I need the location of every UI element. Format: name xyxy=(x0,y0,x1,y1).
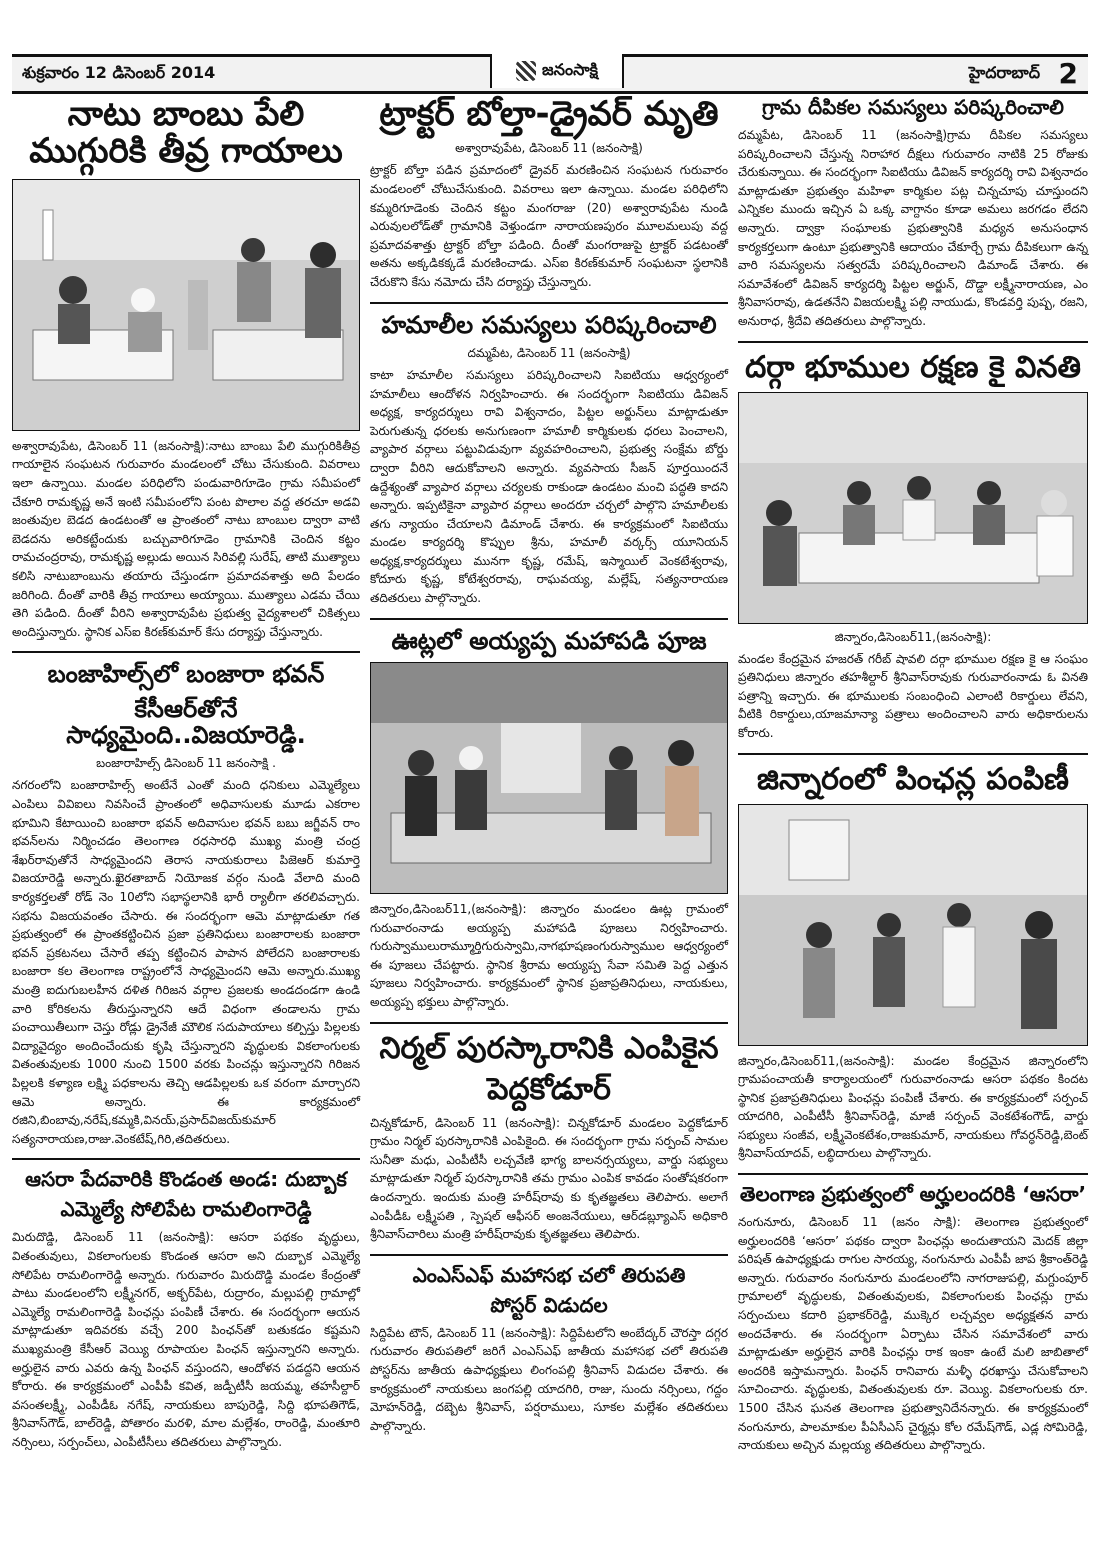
headline: ట్రాక్టర్ బోల్తా-డ్రైవర్ మృతి xyxy=(379,94,719,134)
meeting-photo xyxy=(738,392,1088,624)
headline: ఊట్లలో అయ్యప్ప మహాపడి పూజ xyxy=(391,626,707,655)
article-body: చిన్నకోడూర్, డిసెంబర్ 11 (జనంసాక్షి): చిన్నకోడూర్ మండలం పెద్దకోడూర్ గ్రామం నిర్మల్ పురస్కారానికి ఎంపికైంది. ఈ సందర్భంగా గ్రామ సర్పంచ్ సామల సునీతా మధు, ఎంపీటీసీ లచ్చవేణి భాగ్య బాలనర్సయ్యలు, వార్డు సభ్యులు మాట్లాడుతూ నిర్మల్ పురస్కారానికి తమ గ్రామం ఎంపిక కావడం సంతోషకరంగా ఉందన్నారు. ఇందుకు మంత్రి హరీష్‌రావు కు కృతజ్ఞతలు తెలిపారు. అలాగే ఎంపీడీఓ లక్ష్మీపతి , స్పెషల్ ఆఫీసర్ అంజనేయులు, ఆర్‌డబ్ల్యూఎస్ అధికారి శ్రీనివాస్‌చారిలు మంత్రి హరీష్‌రావుకు కృతజ్ఞతలు తెలిపారు. xyxy=(370,1115,728,1242)
divider xyxy=(738,753,1088,755)
dateline: బంజారాహిల్స్ డిసెంబర్ 11 జనంసాక్షి . xyxy=(96,756,276,771)
issue-date: శుక్రవారం 12 డిసెంబర్ 2014 xyxy=(22,63,216,82)
headline: గ్రామ దీపికల సమస్యలు పరిష్కరించాలి xyxy=(762,95,1064,119)
pooja-scene-image xyxy=(371,663,728,893)
meeting-scene-image xyxy=(739,393,1088,623)
headline: హమాలీల సమస్యలు పరిష్కరించాలి xyxy=(381,310,717,339)
pooja-photo xyxy=(370,662,728,894)
article-body: సిద్దిపేట టౌన్, డిసెంబర్ 11 (జనంసాక్షి): సిద్దిపేటలోని అంబేద్కర్ చౌరస్తా దగ్గర గురువారం తిరుపతిలో జరిగే ఎంఎస్ఎఫ్ జాతీయ మహాసభ చలో తిరుపతి పోస్టర్‌ను జాతీయ ఉపాధ్యక్షులు లింగంపల్లి శ్రీనివాస్ విడుదల చేశారు. ఈ కార్యక్రమంలో నాయకులు జంగపల్లి యాదగిరి, రాజు, సుందు నర్సింలు, గద్దం మోహన్‌రెడ్డి, దబ్బెట శ్రీనివాస్, పర్షరాములు, సూకల మల్లేశం తదితరులు పాల్గొన్నారు. xyxy=(370,1325,728,1433)
logo-text: జనంసాక్షి xyxy=(542,59,598,79)
dateline: దమ్మపేట, డిసెంబర్ 11 (జనంసాక్షి) xyxy=(467,345,631,360)
divider xyxy=(370,302,728,304)
article-body: నగరంలోని బంజారాహిల్స్ అంటేనే ఎంతో మంది ధనికులు ఎమ్మెల్యేలు ఎంపిలు వివిఐలు నివసించే ప్రాంతంలో అధివాసులకు మూడు ఎకరాల భూమిని కేటాయించి బంజారా భవన్ అదివాసుల భవన్ బబు జగ్జీవన్ రాం భవన్‌లను నిర్మించడం తెలంగాణ రధసారధి ముఖ్య మంత్రి చంద్ర శేఖర్‌రావుతోనే సాధ్యమైందని తెరాస నాయకురాలు పిజెఆర్ కుమార్తె విజయారెడ్డి అన్నారు.ఖైరతాబాద్ నియోజక వర్గం నుండి వేలాది మంది కార్యకర్తలతో రోడ్ నెం 10లోని సభాస్థలానికి భారీ ర్యాలీగా తరలివచ్చారు. సభను విజయవంతం చేసారు. ఈ సందర్భంగా ఆమె మాట్లాడుతూ గత ప్రభుత్వంలో ఈ ప్రాంతకట్టించిన ప్రజా ప్రతినిధులు బంజారాలకు బంజారా భవన్ ప్రకటనలు చేసారే తప్ప కట్టించిన పాపాన పోలేదని బంజారాలకు బంజారా కల తెలంగాణ రాష్ట్రంలోనే సాధ్యమైందని ఆమె అన్నారు.ముఖ్య మంత్రి ఐదుగుబలహీన దళిత గిరిజన వర్గాల ప్రజలకు అండదండగా ఉండి వారి కోరికలను తీరుస్తున్నారని ఆదే విధంగా తండాలను గ్రామ పంచాయితీలుగా చెస్తు రోడ్లు డ్రైనేజీ మౌలిక సదుపాయాలు కల్పిస్తు పిల్లలకు విద్యావైద్యం అందించేందుకు కృషి చేస్తున్నారని వృద్ధులకు వికలాంగులకు వితంతువులకు 1000 నుంచి 1500 వరకు పించన్లు ఇస్తున్నారని గిరిజన పిల్లలకి కళ్యాణ లక్ష్మి పధకాలను తెచ్చి ఆడపిల్లలకు ఒక వరంగా మార్చారని ఆమె అన్నారు. ఈ కార్యక్రమంలో రజిని,బింబావు,నరేష్,కమ్మకి,వినయ్,ప్రసాద్‌విజయ్‌కుమార్ సత్యనారాయణ,రాజు.వెంకటేష్,గిరి,తదితరులు. xyxy=(12,778,360,1146)
headline: నిర్మల్ పురస్కారానికి ఎంపికైన xyxy=(379,1030,719,1066)
article-body: జిన్నారం,డిసెంబర్11,(జనంసాక్షి): జిన్నారం మండలం ఊట్ల గ్రామంలో గురువారంనాడు అయ్యప్ప మహాపడి పూజలు నిర్వహించారు. గురుస్వాములురామ్మూర్తిగురుస్వామి,నాగభూషణంగురుస్వాముల ఆధ్వర్యంలో ఈ పూజలు చేపట్టారు. స్థానిక శ్రీరామ అయ్యప్ప సేవా సమితి పెద్ద ఎత్తున పూజలు నిర్వహించారు. కార్యక్రమంలో స్థానిక ప్రజాప్రతినిధులు, నాయకులు, అయ్యప్ప భక్తులు పాల్గొన్నారు. xyxy=(370,902,728,1010)
column-3 xyxy=(738,96,1088,1465)
divider xyxy=(738,1173,1088,1175)
column-2 xyxy=(370,96,728,1445)
divider xyxy=(370,618,728,620)
divider xyxy=(370,1022,728,1024)
dateline: జిన్నారం,డిసెంబర్11,(జనంసాక్షి): xyxy=(834,629,992,644)
headline: జిన్నారంలో పింఛన్ల పంపిణీ xyxy=(757,761,1069,797)
pension-distribution-photo xyxy=(738,804,1088,1046)
page-number: 2 xyxy=(1058,57,1078,90)
divider xyxy=(370,1254,728,1256)
headline-line-2: కేసీఆర్‌తోనే సాధ్యమైంది..విజయారెడ్డి. xyxy=(66,694,306,750)
divider xyxy=(12,651,360,653)
pension-scene-image xyxy=(739,805,1088,1045)
article-body: ట్రాక్టర్ బోల్తా పడిన ప్రమాదంలో డ్రైవర్ మరణించిన సంఘటన గురువారం మండలంలో చోటుచేసుకుంది. వివరాలు ఇలా ఉన్నాయి. మండల పరిధిలోని కమ్మరిగూడెంకు చెందిన కట్టం మంగరాజు (20) అశ్వారావుపేట నుండి ఎరువులలోడ్‌తో గ్రామానికి వెళ్తుండగా నారాయణపురం మూలమలుపు వద్ద ప్రమాదవశాత్తు ట్రాక్టర్ బోల్తా పడింది. దీంతో మంగరాజుపై ట్రాక్టర్ పడటంతో అతను అక్కడికక్కడే మరణించాడు. ఎస్ఐ కిరణ్‌కుమార్ సంఘటనా స్థలానికి చేరుకొని కేసు నమోదు చేసి దర్యాప్తు చేస్తున్నారు. xyxy=(370,163,728,289)
headline: ఆసరా పేదవారికి కొండంత అండ: దుబ్బాక xyxy=(25,1167,347,1192)
dateline: అశ్వారావుపేట, డిసెంబర్ 11 (జనంసాక్షి) xyxy=(455,141,643,156)
divider xyxy=(12,1158,360,1160)
article-body: కాటా హమాలీల సమస్యలు పరిష్కరించాలని సిఐటియు ఆధ్వర్యంలో హమాలీలు ఆందోళన నిర్వహించారు. ఈ సందర్భంగా సిఐటియు డివిజన్ అధ్యక్ష, కార్యదర్శులు రావి విశ్వనాదం, పిట్టల అర్జున్‌లు మాట్లాడుతూ పెరుగుతున్న ధరలకు అనుగుణంగా హమాలీ కార్మికులకు ధరలు పెంచాలని, వ్యాపార వర్గాలు పట్టువిడువుగా వ్యవహరించాలని, ప్రభుత్వ సంక్షేమ బోర్డు ద్వారా వీరిని ఆదుకోవాలని అన్నారు. వ్యవసాయ సీజన్ పూర్తయిందనే ఉద్దేశ్యంతో వ్యాపార వర్గాలు చర్యలకు రాకుండా ఉండటం మంచి పద్ధతి కాదని అన్నారు. ఇప్పటికైనా వ్యాపార వర్గాలు అందరూ చర్చలో పాల్గొని హమాలీలకు తగు న్యాయం చేయాలని డిమాండ్ చేశారు. ఈ కార్యక్రమంలో సిఐటియు మండల కార్యదర్శి కొప్పుల శ్రీను, హమాలీ వర్కర్స్ యూనియన్ అధ్యక్ష,కార్యదర్శులు మునగా కృష్ణ, రమేష్, ఇస్మాయిల్ వెంకటేశ్వరావు, కోదూరు కృష్ణ, కోటేశ్వరరావు, రాఘవయ్య, మల్లేష్, సత్యనారాయణ తదితరులు పాల్గొన్నారు. xyxy=(370,367,728,606)
divider xyxy=(738,341,1088,343)
article-body: దమ్మపేట, డిసెంబర్ 11 (జనంసాక్షి)గ్రామ దీపికల సమస్యలు పరిష్కరించాలని చేస్తున్న నిరాహార దీక్షలు గురువారం నాటికి 25 రోజుకు చేరుకున్నాయి. ఈ సందర్భంగా సిఐటియు డివిజన్ కార్యదర్శి రావి విశ్వనాదం మాట్లాడుతూ ప్రభుత్వం మహిళా కార్మికుల పట్ల చిన్నచూపు చూస్తుందని ఎన్నికల ముందు ఇచ్చిన ఏ ఒక్క వాగ్దానం కూడా అమలు జరగడం లేదని అన్నారు. ద్వాక్రా సంఘాలకు ప్రభుత్వానికి మధ్యన అనుసంధాన కార్యకర్తలుగా ఉంటూ ప్రభుత్వానికి ఆదాయం చేకూర్చే గ్రామ దీపికలుగా ఉన్న వారి సమస్యలను సత్వరమే పరిష్కరించాలని డిమాండ్ చేశారు. ఈ సమావేశంలో డివిజన్ కార్యదర్శి పిట్టల అర్జున్, దొడ్డా లక్ష్మీనారాయణ, ఎం శ్రీనివాసరావు, ఉడతనేని విజయలక్ష్మి పల్లి నాయుడు, కొండవర్తి పుష్ప, రజని, అనురాధ, శ్రీదేవి తదితరులు పాల్గొన్నారు. xyxy=(738,128,1088,328)
article-body: మండల కేంద్రమైన హజరత్ గరీబ్ షావలి దర్గా భూముల రక్షణ కై ఆ సంఘం ప్రతినిధులు జిన్నారం తహశీల్దార్ శ్రీనివాస్‌రావుకు గురువారంనాడు ఓ వినతి పత్రాన్ని ఇచ్చారు. ఈ భూములకు సంబంధించి ఎలాంటి రికార్డులు లేవని, వీటికి రికార్డులు,యాజమాన్యా పత్రాలు అందించాలని వారు అధికారులను కోరారు. xyxy=(738,651,1088,740)
hospital-scene-image xyxy=(13,180,360,430)
headline: ఎంఎస్ఎఫ్ మహాసభ చలో తిరుపతి xyxy=(412,1262,686,1287)
newspaper-logo xyxy=(490,54,624,88)
edition-city: హైదరాబాద్ xyxy=(968,63,1040,82)
hospital-photo xyxy=(12,179,360,431)
column-1 xyxy=(12,96,360,1461)
article-body: అశ్వారావుపేట, డిసెంబర్ 11 (జనంసాక్షి):నాటు బాంబు పేలి ముగ్గురికితీవ్ర గాయాలైన సంఘటన గురువారం మండలంలో చోటు చేసుకుంది. వివరాలు ఇలా ఉన్నాయి. మండల పరిధిలోని పండువారిగూడెం గ్రామ సమీపంలో చేకూరి రామకృష్ణ అనే ఇంటి సమీపంలోని పంట పొలాల వద్ద తరచూ అడవి జంతువుల బెడద ఉండటంతో ఆ ప్రాంతంలో నాటు బాంబుల ద్వారా వాటి బెడదను అరికట్టేందుకు బచ్చువారిగూడెం గ్రామానికి చెందిన కట్టం రామచంద్రరావు, రామకృష్ణ అల్లుడు అయిన సిరివల్లి సురేష్, తాటి ముత్యాలు కలిసి నాటుబాంబును తయారు చేస్తుండగా ప్రమాదవశాత్తు అది పేలడం జరిగింది. దీంతో వారికి తీవ్ర గాయాలు అయ్యాయి. ముత్యాలు ఎడమ చేయి తెగి పడింది. దీంతో వీరిని అశ్వారావుపేట ప్రభుత్వ వైద్యశాలలో చికిత్సలు అందిస్తున్నారు. స్థానిక ఎస్ఐ కిరణ్‌కుమార్ కేసు దర్యాప్తు చేస్తున్నారు. xyxy=(12,438,360,639)
headline: నాటు బాంబు పేలి ముగ్గురికి తీవ్ర గాయాలు xyxy=(29,94,343,172)
article-body: మిరుదొడ్డి, డిసెంబర్ 11 (జనంసాక్షి): ఆసరా పథకం వృద్ధులు, వితంతువులు, వికలాంగులకు కొండంత ఆసరా అని దుబ్బాక ఎమ్మెల్యే సోలిపేట రామలింగారెడ్డి అన్నారు. గురువారం మిరుదొడ్డి మండల కేంద్రంతో పాటు మండలంలోని లక్ష్మీనగర్, అక్బర్‌పేట, రుద్రారం, మల్లుపల్లి గ్రామాల్లో ఎమ్మెల్యే రామలింగారెడ్డి పింఛన్లు పంపిణీ చేశారు. ఈ సందర్భంగా ఆయన మాట్లాడుతూ ఇదివరకు వచ్చే 200 పింఛన్‌తో బతుకడం కష్టమని ముఖ్యమంత్రి కేసీఆర్ వెయ్యి రూపాయల పింఛన్ ఇస్తున్నారని అన్నారు. అర్హులైన వారు ఎవరు ఉన్న పింఛన్ వస్తుందని, ఆందోళన పడద్దని ఆయన కోరారు. ఈ కార్యక్రమంలో ఎంపీపీ కవిత, జడ్పీటీసీ జయమ్మ, తహసీల్దార్ వసంతలక్ష్మీ, ఎంపీడీఓ నగేష్, నాయకులు బాపురెడ్డి, సిద్ది భూపతిగౌడ్, శ్రీనివాస్‌గౌడ్, బాల్‌రెడ్డి, పోతారం మరళి, మాల మల్లేశం, రాంరెడ్డి, మంతూరి నర్సింలు, సర్పంచ్‌లు, ఎంపీటీసీలు తదితరులు పాల్గొన్నారు. xyxy=(12,1230,360,1449)
headline: దర్గా భూముల రక్షణ కై వినతి xyxy=(745,349,1081,385)
headline-line-2: ఎమ్మెల్యే సోలిపేట రామలింగారెడ్డి xyxy=(60,1197,312,1222)
logo-icon xyxy=(516,61,536,81)
headline-line-2: పోస్టర్ విడుదల xyxy=(490,1292,608,1317)
headline: బంజాహిల్స్‌లో బంజారా భవన్ xyxy=(47,660,325,689)
article-body: నంగునూరు, డిసెంబర్ 11 (జనం సాక్షి): తెలంగాణ ప్రభుత్వంలో అర్హులందరికి ‘ఆసరా’ పథకం ద్వారా పింఛన్లు అందుతాయని మెదక్ జిల్లా పరిషత్ ఉపాధ్యక్షుడు రాగుల సారయ్య, నంగునూరు ఎంపీపీ జాప శ్రీకాంత్‌రెడ్డి అన్నారు. గురువారం నంగునూరు మండలంలోని నాగరాజుపల్లి, మగ్దుంపూర్ గ్రామాలలో వృద్ధులకు, వితంతువులకు, వికలాంగులకు పింఛన్లు గ్రామ సర్పంచులు కదారి ప్రభాకర్‌రెడ్డి, ముక్కెర లచ్చవ్వల అధ్యక్షతన వారు అందచేశారు. ఈ సందర్భంగా ఏర్పాటు చేసిన సమావేశంలో వారు మాట్లాడుతూ అర్హులైన వారికి పింఛన్లు రాక ఇంకా ఉంటే మలి జాబితాలో అందరికి ఇస్తామన్నారు. పింఛన్ రానివారు మళ్ళీ ధరఖాస్తు చేసుకోవాలని సూచించారు. వృద్ధులకు, వితంతువులకు రూ. వెయ్యి. వికలాంగులకు రూ. 1500 చేసిన ఘనత తెలంగాణ ప్రభుత్వానిదేనన్నారు. ఈ కార్యక్రమంలో నంగునూరు, పాలమాకుల పీఏసీఎస్ చైర్మన్లు కోల రమేష్‌గౌడ్, ఎడ్ల సోమిరెడ్డి, నాయకులు అచ్చిన మల్లయ్య తదితరులు పాల్గొన్నారు. xyxy=(738,1215,1088,1453)
headline-line-2: పెద్దకోడూర్ xyxy=(487,1071,611,1107)
headline: తెలంగాణ ప్రభుత్వంలో అర్హులందరికి ‘ఆసరా’ xyxy=(739,1182,1087,1207)
article-body: జిన్నారం,డిసెంబర్11,(జనంసాక్షి): మండల కేంద్రమైన జిన్నారంలోని గ్రామపంచాయతీ కార్యాలయంలో గురువారంనాడు ఆసరా పథకం కిందట స్థానిక ప్రజాప్రతినిధులు పింఛన్లు పంపిణీ చేశారు. ఈ కార్యక్రమంలో సర్పంచ్ యాదగిరి, ఎంపీటీసీ శ్రీనివాస్‌రెడ్డి, మాజీ సర్పంచ్ వెంకటేశంగౌడ్, వార్డు సభ్యులు సంజీవ, లక్ష్మీవెంకటేశం,రాజకుమార్, నాయకులు గోవర్ధన్‌రెడ్డి,బెంట్ శ్రీనివాస్‌యాదవ్, లబ్ధిదారులు పాల్గొన్నారు. xyxy=(738,1053,1088,1161)
